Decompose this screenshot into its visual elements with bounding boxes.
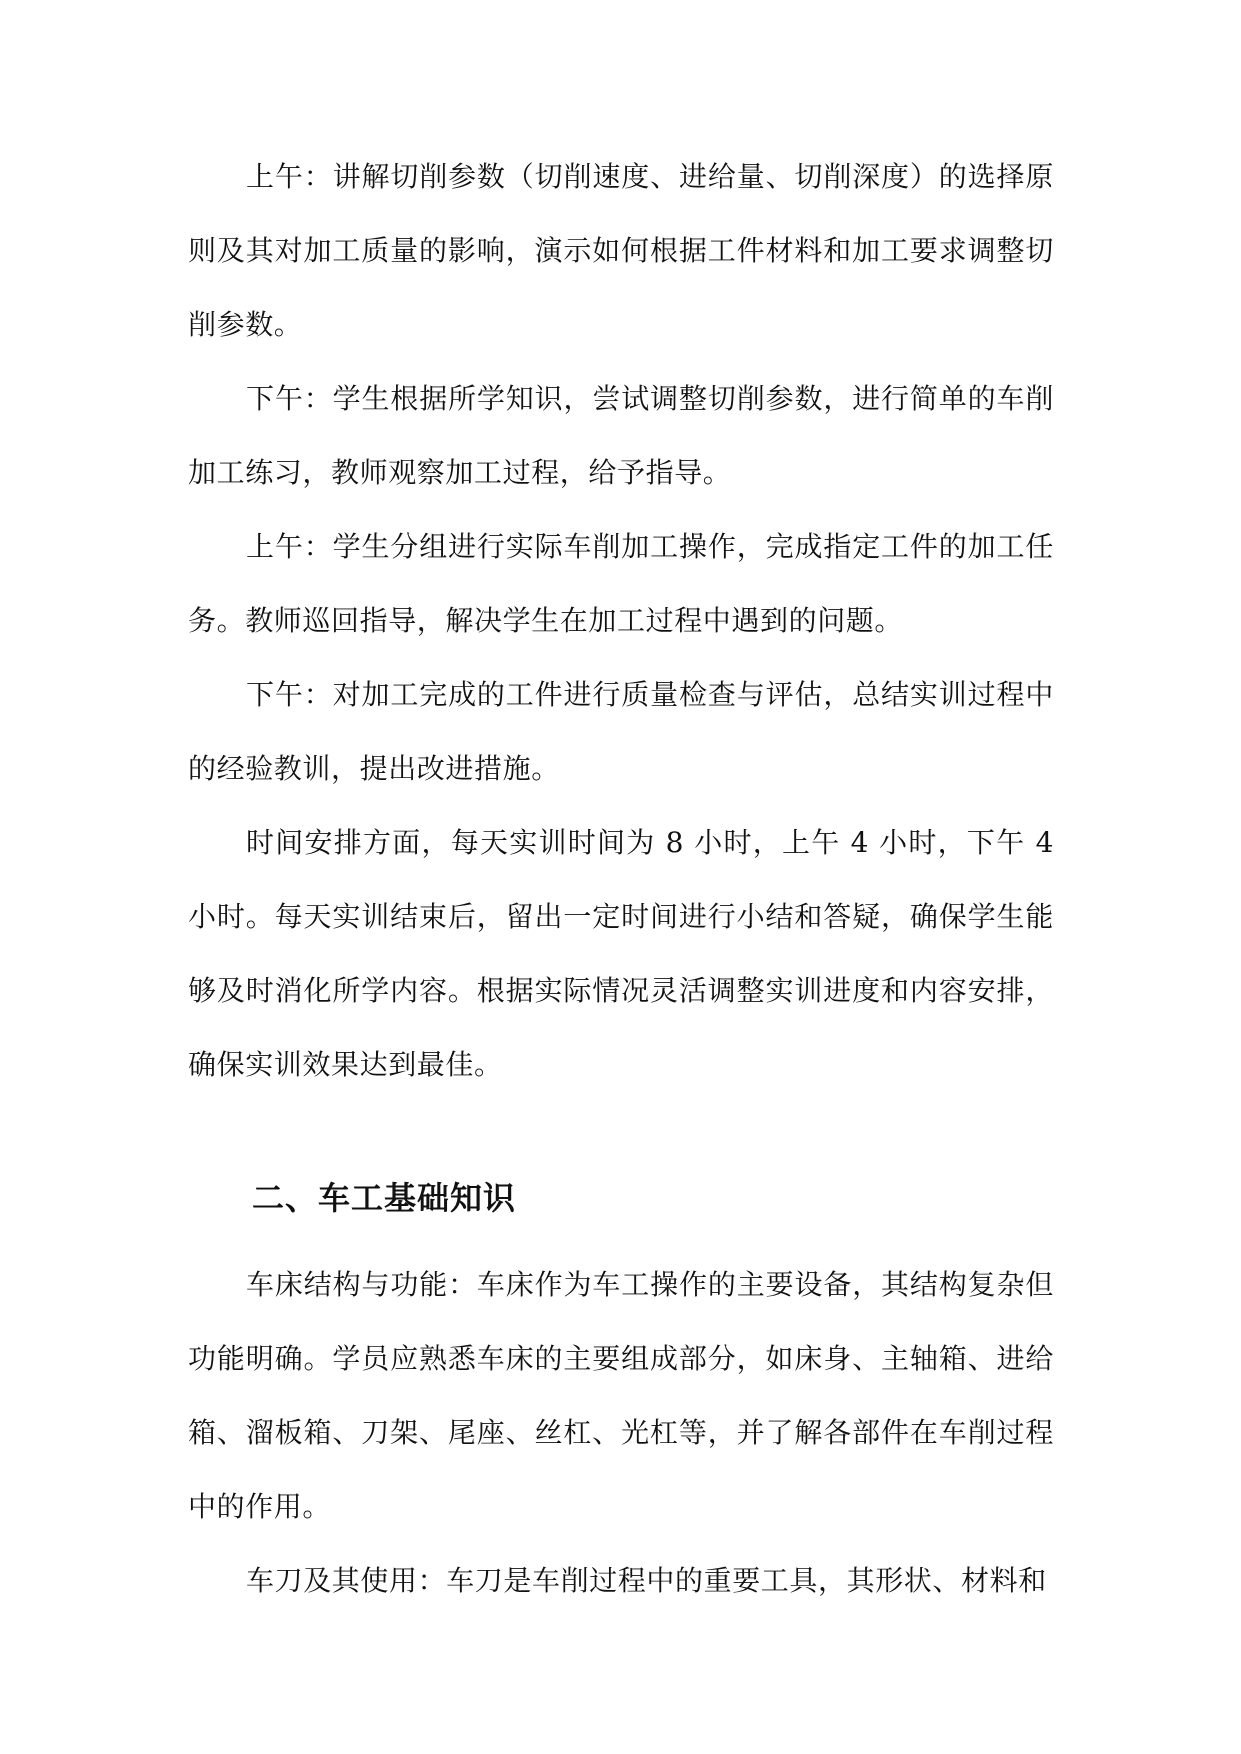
paragraph-time-arrangement: 时间安排方面，每天实训时间为 8 小时，上午 4 小时，下午 4 小时。每天实训结束后，留出一定时间进行小结和答疑，确保学生能够及时消化所学内容。根据实际情况灵活调整实训进度和内容安排，确保实训效果达到最佳。 bbox=[188, 826, 1054, 1081]
paragraph-lathe-structure: 车床结构与功能：车床作为车工操作的主要设备，其结构复杂但功能明确。学员应熟悉车床的主要组成部分，如床身、主轴箱、进给箱、溜板箱、刀架、尾座、丝杠、光杠等，并了解各部件在车削过程中的作用。 bbox=[188, 1268, 1054, 1523]
section-heading: 二、车工基础知识 bbox=[252, 1179, 517, 1217]
paragraph-cutting-parameters-morning: 上午：讲解切削参数（切削速度、进给量、切削深度）的选择原则及其对加工质量的影响，演示如何根据工件材料和加工要求调整切削参数。 bbox=[188, 160, 1054, 341]
paragraph-lathe-tools: 车刀及其使用：车刀是车削过程中的重要工具，其形状、材料和 bbox=[246, 1564, 1047, 1597]
document-body bbox=[188, 140, 1054, 1618]
paragraph-group-operation-morning: 上午：学生分组进行实际车削加工操作，完成指定工件的加工任务。教师巡回指导，解决学生在加工过程中遇到的问题。 bbox=[188, 530, 1054, 637]
paragraph-quality-check-afternoon: 下午：对加工完成的工件进行质量检查与评估，总结实训过程中的经验教训，提出改进措施。 bbox=[188, 678, 1054, 785]
paragraph-cutting-practice-afternoon: 下午：学生根据所学知识，尝试调整切削参数，进行简单的车削加工练习，教师观察加工过程，给予指导。 bbox=[188, 382, 1054, 489]
